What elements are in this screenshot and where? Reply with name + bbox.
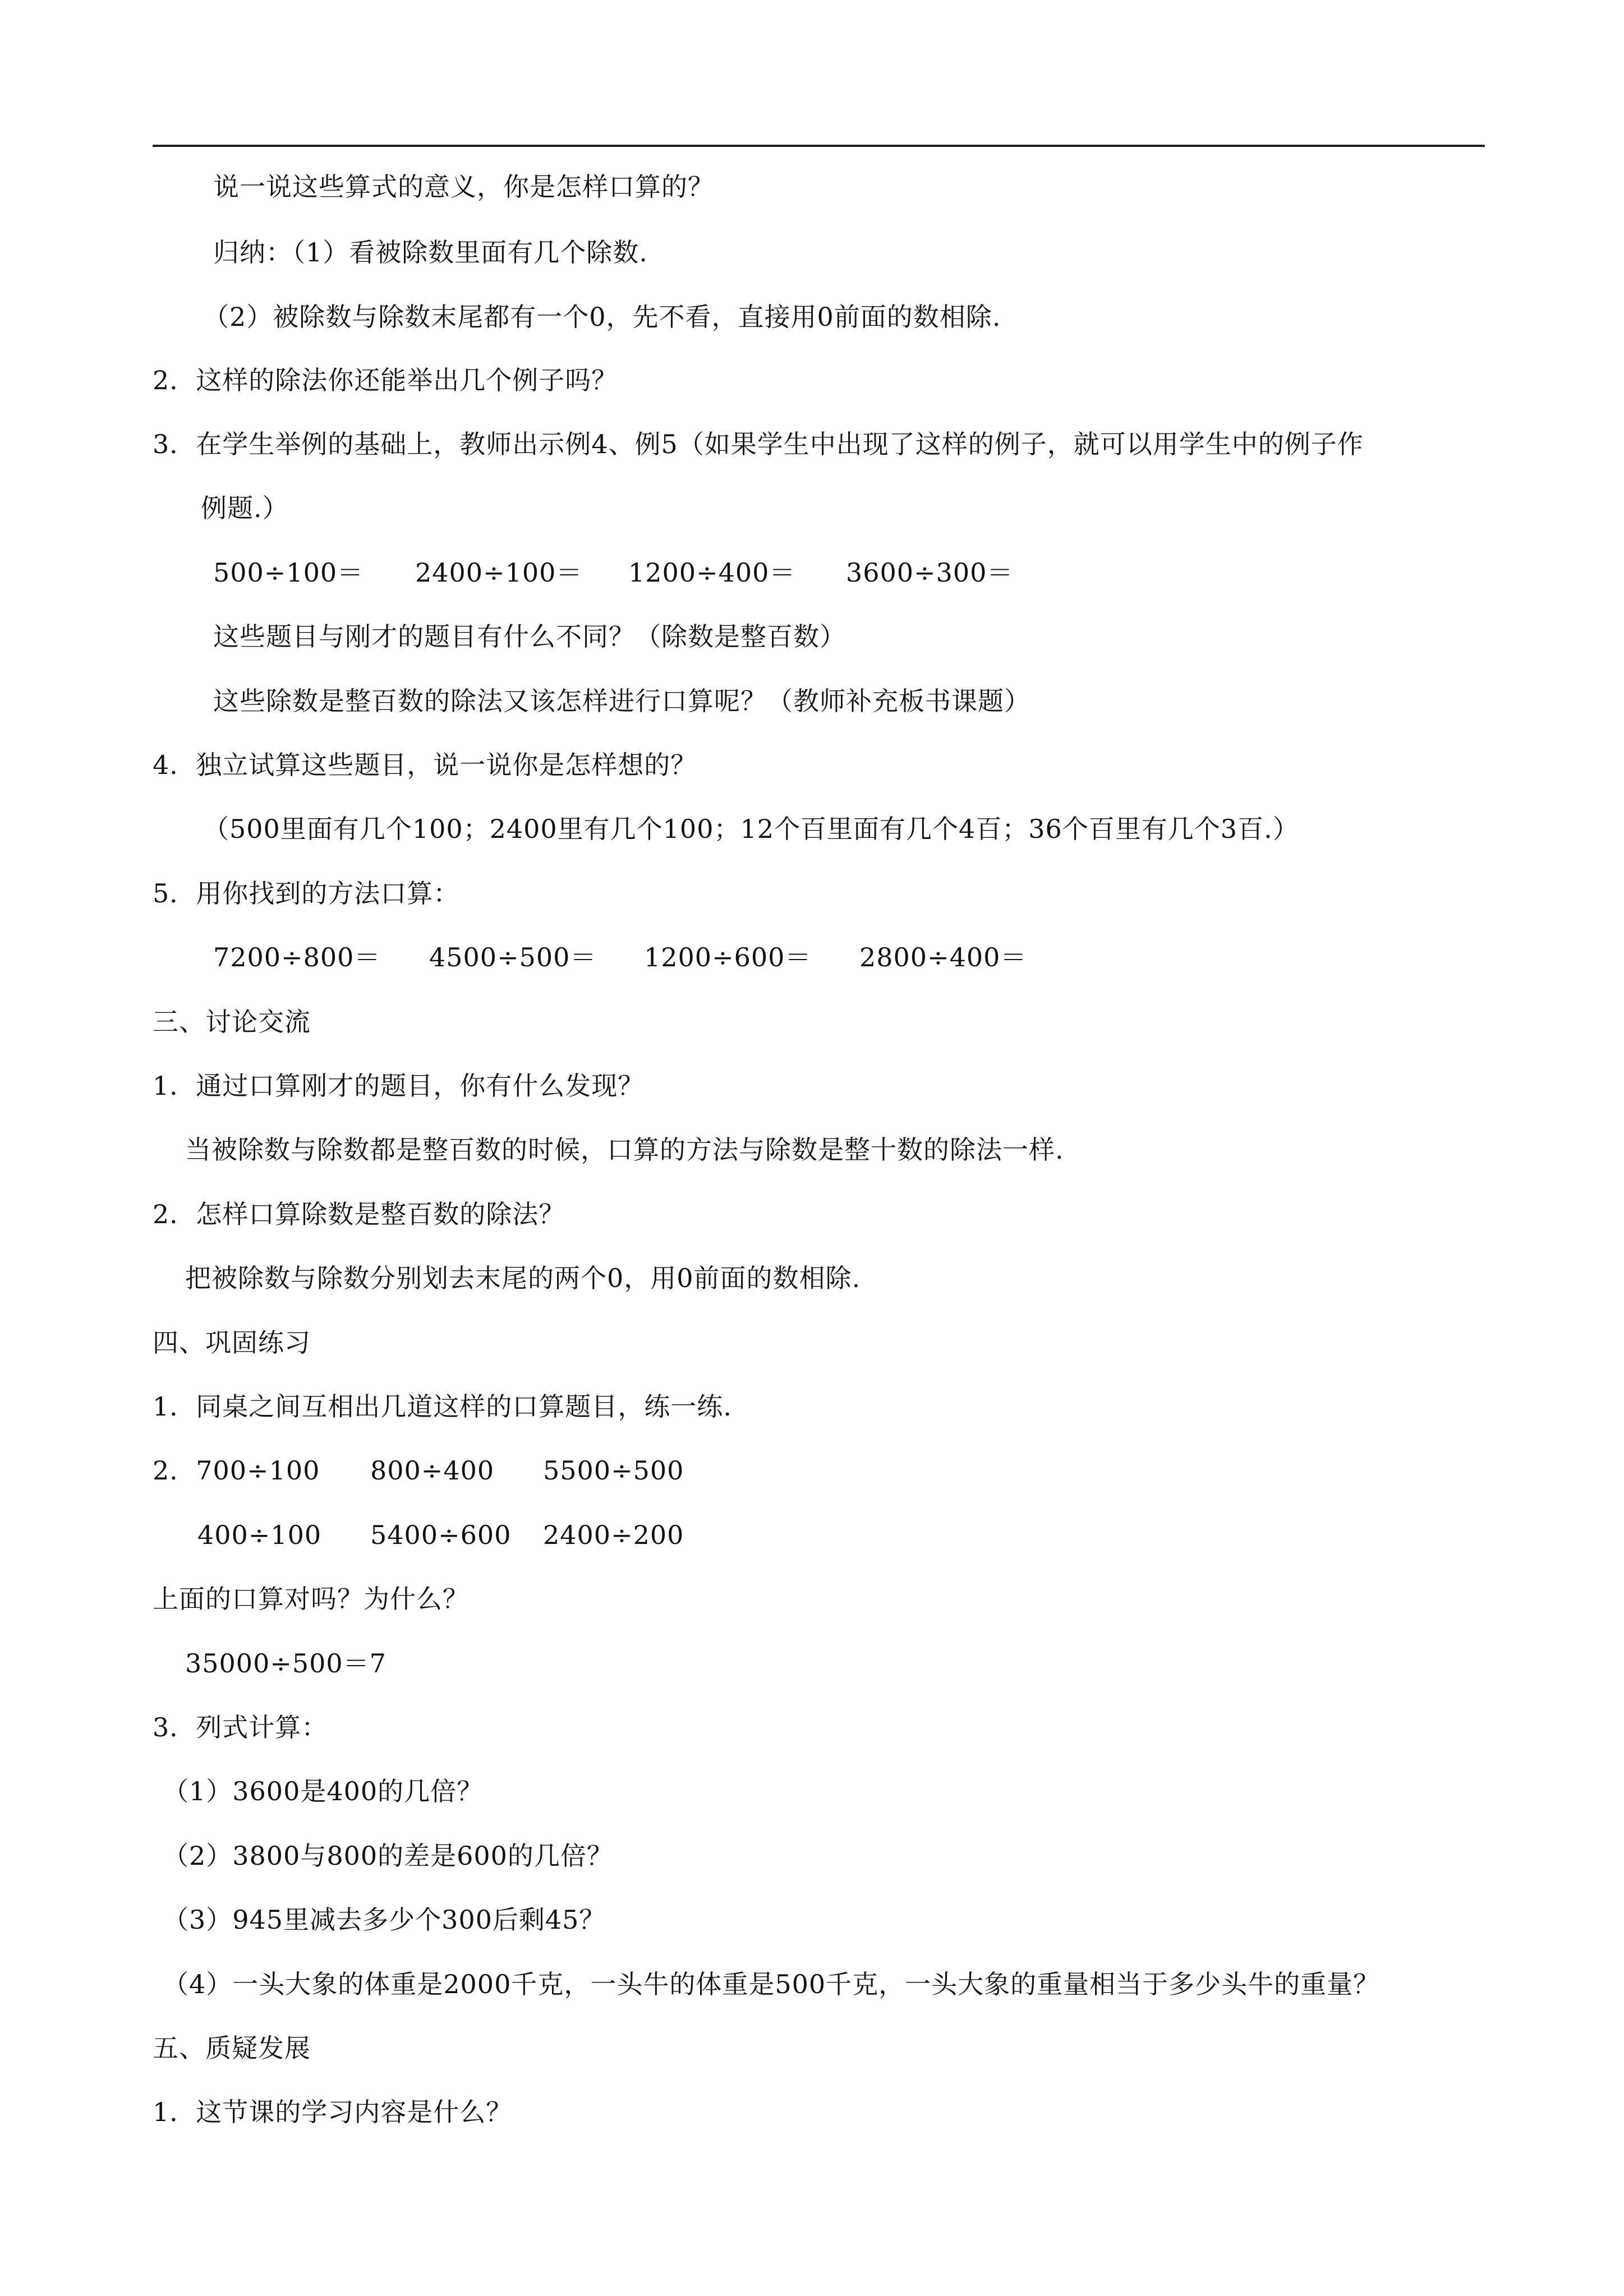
example-expression: 2400÷100＝: [415, 557, 583, 588]
section-heading: 三、讨论交流: [153, 1007, 311, 1037]
text-line: 上面的口算对吗？为什么？: [153, 1584, 469, 1614]
practice-expression: 2400÷200: [543, 1520, 684, 1550]
text-line: 例题.）: [201, 493, 289, 523]
text-line: （4）一头大象的体重是2000千克，一头牛的体重是500千克，一头大象的重量相当于多少头牛的重量？: [163, 1969, 1380, 1999]
example-expression: 1200÷400＝: [628, 557, 796, 588]
text-line: 说一说这些算式的意义，你是怎样口算的？: [213, 172, 714, 202]
text-line: 当被除数与除数都是整百数的时候，口算的方法与除数是整十数的除法一样.: [185, 1135, 1064, 1165]
text-line: 2．这样的除法你还能举出几个例子吗？: [153, 365, 618, 395]
text-line: 3．列式计算：: [153, 1712, 328, 1742]
example-expression: 2800÷400＝: [859, 942, 1027, 972]
text-line: 1．同桌之间互相出几道这样的口算题目，练一练.: [153, 1391, 732, 1422]
practice-expression: 2．700÷100: [153, 1455, 320, 1486]
practice-expression: 400÷100: [197, 1520, 322, 1550]
text-line: （500里面有几个100；2400里有几个100；12个百里面有几个4百；36个百里有几个3百.）: [203, 814, 1299, 844]
example-expression: 500÷100＝: [213, 557, 364, 588]
text-line: （2）3800与800的差是600的几倍？: [163, 1841, 613, 1871]
text-line: 3．在学生举例的基础上，教师出示例4、例5（如果学生中出现了这样的例子，就可以用学生中的例子作: [153, 429, 1364, 459]
text-line: 这些除数是整百数的除法又该怎样进行口算呢？（教师补充板书课题）: [213, 686, 1030, 716]
practice-expression: 800÷400: [370, 1455, 495, 1486]
text-line: 2．怎样口算除数是整百数的除法？: [153, 1199, 565, 1229]
text-line: 1．通过口算刚才的题目，你有什么发现？: [153, 1071, 645, 1101]
text-line: 4．独立试算这些题目，说一说你是怎样想的？: [153, 750, 697, 780]
example-expression: 1200÷600＝: [644, 942, 812, 972]
text-line: （1）3600是400的几倍？: [163, 1776, 484, 1806]
header-rule: [153, 145, 1485, 147]
section-heading: 四、巩固练习: [153, 1327, 311, 1358]
text-line: 归纳：（1）看被除数里面有几个除数.: [213, 237, 648, 268]
example-expression: 4500÷500＝: [429, 942, 597, 972]
text-line: 这些题目与刚才的题目有什么不同？（除数是整百数）: [213, 621, 846, 652]
text-line: （3）945里减去多少个300后剩45？: [163, 1905, 606, 1935]
practice-expression: 5500÷500: [543, 1455, 684, 1486]
practice-expression: 5400÷600: [370, 1520, 512, 1550]
text-line: 1．这节课的学习内容是什么？: [153, 2097, 513, 2127]
example-expression: 7200÷800＝: [213, 942, 381, 972]
text-line: 35000÷500＝7: [185, 1648, 387, 1679]
text-line: （2）被除数与除数末尾都有一个0，先不看，直接用0前面的数相除.: [203, 302, 1001, 332]
example-expression: 3600÷300＝: [846, 557, 1014, 588]
text-line: 5．用你找到的方法口算：: [153, 878, 460, 909]
section-heading: 五、质疑发展: [153, 2033, 311, 2063]
text-line: 把被除数与除数分别划去末尾的两个0，用0前面的数相除.: [185, 1263, 861, 1293]
